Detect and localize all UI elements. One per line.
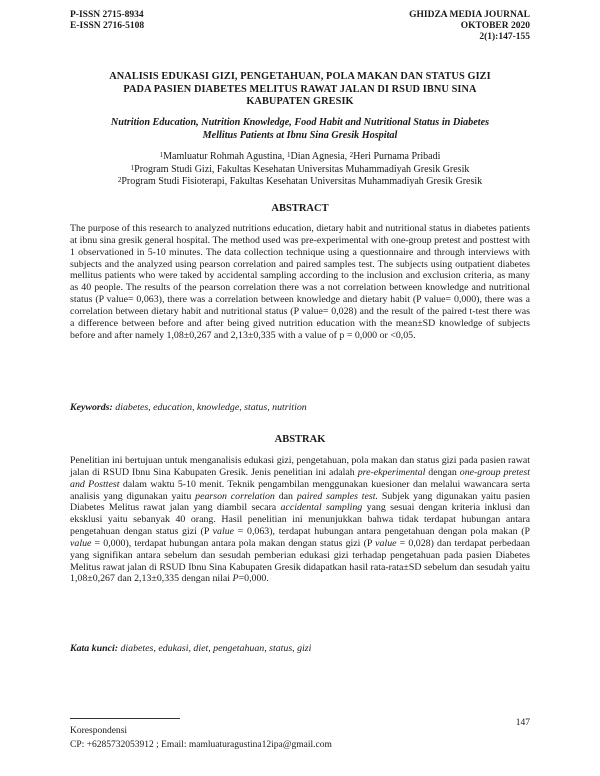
issn-block: [70, 10, 144, 32]
title-line: PADA PASIEN DIABETES MELITUS RAWAT JALAN DI RSUD IBNU SINA: [123, 83, 477, 95]
keywords-values: diabetes, education, knowledge, status, nutrition: [112, 402, 307, 413]
abstrak-segment: = 0,063), terdapat hubungan antara pengetahuan dengan pola makan (P: [234, 526, 530, 538]
abstrak-segment: dengan: [425, 466, 460, 478]
journal-name: GHIDZA MEDIA JOURNAL: [409, 10, 530, 20]
subtitle-line: Mellitus Patients at Ibnu Sina Gresik Hospital: [202, 129, 398, 141]
kata-kunci-line: [70, 643, 530, 655]
abstrak-text: [70, 455, 530, 585]
title-line: ANALISIS EDUKASI GIZI, PENGETAHUAN, POLA MAKAN DAN STATUS GIZI: [109, 71, 491, 82]
abstrak-italic: value: [212, 526, 235, 538]
title-line: KABUPATEN GRESIK: [246, 96, 354, 107]
abstrak-segment: Subjek yang digunakan yaitu pasien Diabetes Melitus rawat jalan yang diambil secara: [70, 490, 531, 514]
author-name: Dian Agnesia,: [290, 151, 350, 162]
kata-kunci-values: diabetes, edukasi, diet, pengetahuan, status, gizi: [118, 643, 312, 654]
abstrak-segment: =0,000.: [238, 573, 269, 585]
affiliation-text: Program Studi Fisioterapi, Fakultas Kesehatan Universitas Muhammadiyah Gresik Gresik: [121, 176, 483, 187]
abstrak-segment: yang sesuai dengan kriteria inklusi dan eksklusi yaitu sebanyak 40 orang. Hasil penelitian ini menunjukkan bahwa tidak terdapat hubungan antara pengetahuan dengan status gizi (P: [70, 502, 530, 538]
abstrak-heading: ABSTRAK: [274, 434, 326, 445]
author-name: Mamluatur Rohmah Agustina,: [163, 151, 288, 162]
paper-title: [85, 71, 515, 109]
abstrak-italic: accidental sampling: [280, 502, 363, 514]
abstrak-italic: pearson correlation: [195, 490, 275, 502]
eissn: E-ISSN 2716-5108: [70, 21, 145, 31]
author-sup: 1: [159, 151, 164, 159]
journal-info-block: [409, 10, 530, 43]
abstrak-italic: value: [375, 537, 397, 549]
volume-pages: 2(1):147-155: [479, 32, 530, 42]
paper-subtitle: [80, 117, 520, 142]
subtitle-line: Nutrition Education, Nutrition Knowledge, Food Habit and Nutritional Status in Diabetes: [110, 117, 490, 128]
keywords-label: Keywords:: [70, 402, 113, 413]
abstrak-segment: = 0,000), terdapat hubungan antara pola makan dengan status gizi (P: [91, 537, 376, 549]
contact-line: CP: +6285732053912 ; Email: mamluaturagustina12ipa@gmail.com: [70, 740, 332, 750]
author-sup: 2: [349, 151, 354, 159]
author-list: [60, 151, 540, 164]
authors-block: [60, 151, 540, 189]
affiliation-text: Program Studi Gizi, Fakultas Kesehatan Universitas Muhammadiyah Gresik Gresik: [134, 163, 470, 175]
pissn: P-ISSN 2715-8934: [70, 10, 144, 20]
kata-kunci-label: Kata kunci:: [70, 643, 119, 654]
affiliation: [60, 164, 540, 177]
abstract-heading: ABSTRACT: [271, 203, 329, 214]
abstrak-segment: dan: [274, 490, 297, 502]
issue-date: OKTOBER 2020: [460, 21, 530, 31]
author-name: Heri Purnama Pribadi: [353, 151, 441, 162]
abstrak-italic: paired samples test.: [296, 490, 378, 502]
abstrak-segment: = 0,028) dan terdapat perbedaan yang signifikan antara sebelum dan sesudah pemberian edukasi gizi terhadap pengetahuan pada pasien Diabetes Melitus rawat jalan di RSUD Ibnu Sina Kabupaten Gresik didapatkan hasil rata-rata±SD sebelum dan sesudah yaitu 1,08±0,267 dan 2,13±0,335 dengan nilai: [70, 537, 530, 585]
abstrak-italic: value: [70, 537, 92, 549]
affiliation-sup: 1: [130, 163, 135, 172]
keywords-line: [70, 402, 530, 414]
abstrak-segment: dalam waktu 5-10 menit. Teknik pengambilan menggunakan kuesioner dan melalui wawancara serta analisis yang digunakan yaitu: [70, 478, 530, 502]
footnote-divider: [70, 718, 180, 719]
korespondensi-label: Korespondensi: [70, 726, 127, 736]
author-sup: 1: [287, 151, 291, 159]
affiliation: [60, 176, 540, 189]
abstrak-italic: pre-ekperimental: [357, 466, 426, 478]
abstrak-segment: Penelitian ini bertujuan untuk menganalisis edukasi gizi, pengetahuan, pola makan dan status gizi pada pasien rawat jalan di RSUD Ibnu Sina Kabupaten Gresik. Jenis penelitian ini adalah: [70, 455, 530, 478]
abstrak-italic: one-group pretest and Posttest: [70, 466, 530, 490]
affiliation-sup: 2: [117, 176, 122, 184]
abstrak-italic: P: [232, 573, 239, 585]
page-number: 147: [515, 718, 530, 728]
abstract-text: The purpose of this research to analyzed nutritions education, dietary habit and nutritional status in diabetes patients at ibnu sina gresik general hospital. The method used was pre-experimental with one-group pretest and posttest with 1 observationed in 5-10 minutes. The data collection technique using a questionnaire and through interviews with subjects and the analyzed using pearson correlation and paired samples test. The subjects using outpatient diabetes mellitus patients who were taked by accidental sampling according to the inclusion and exclusion criteria, as many as 40 people. The results of the pearson correlation there was a not correlation between knowledge and nutritional status (P value= 0,063), there was a correlation between knowledge and dietary habit (P value= 0,000), there was a correlation between dietary habit and nutritional status (P value= 0,028) and the result of the paired t-test there was a difference between before and after being gived nutrition education with the mean±SD knowledge of subjects before and after namely 1,08±0,267 and 2,13±0,335 with a value of p = 0,000 or <0,05.: [70, 223, 530, 341]
